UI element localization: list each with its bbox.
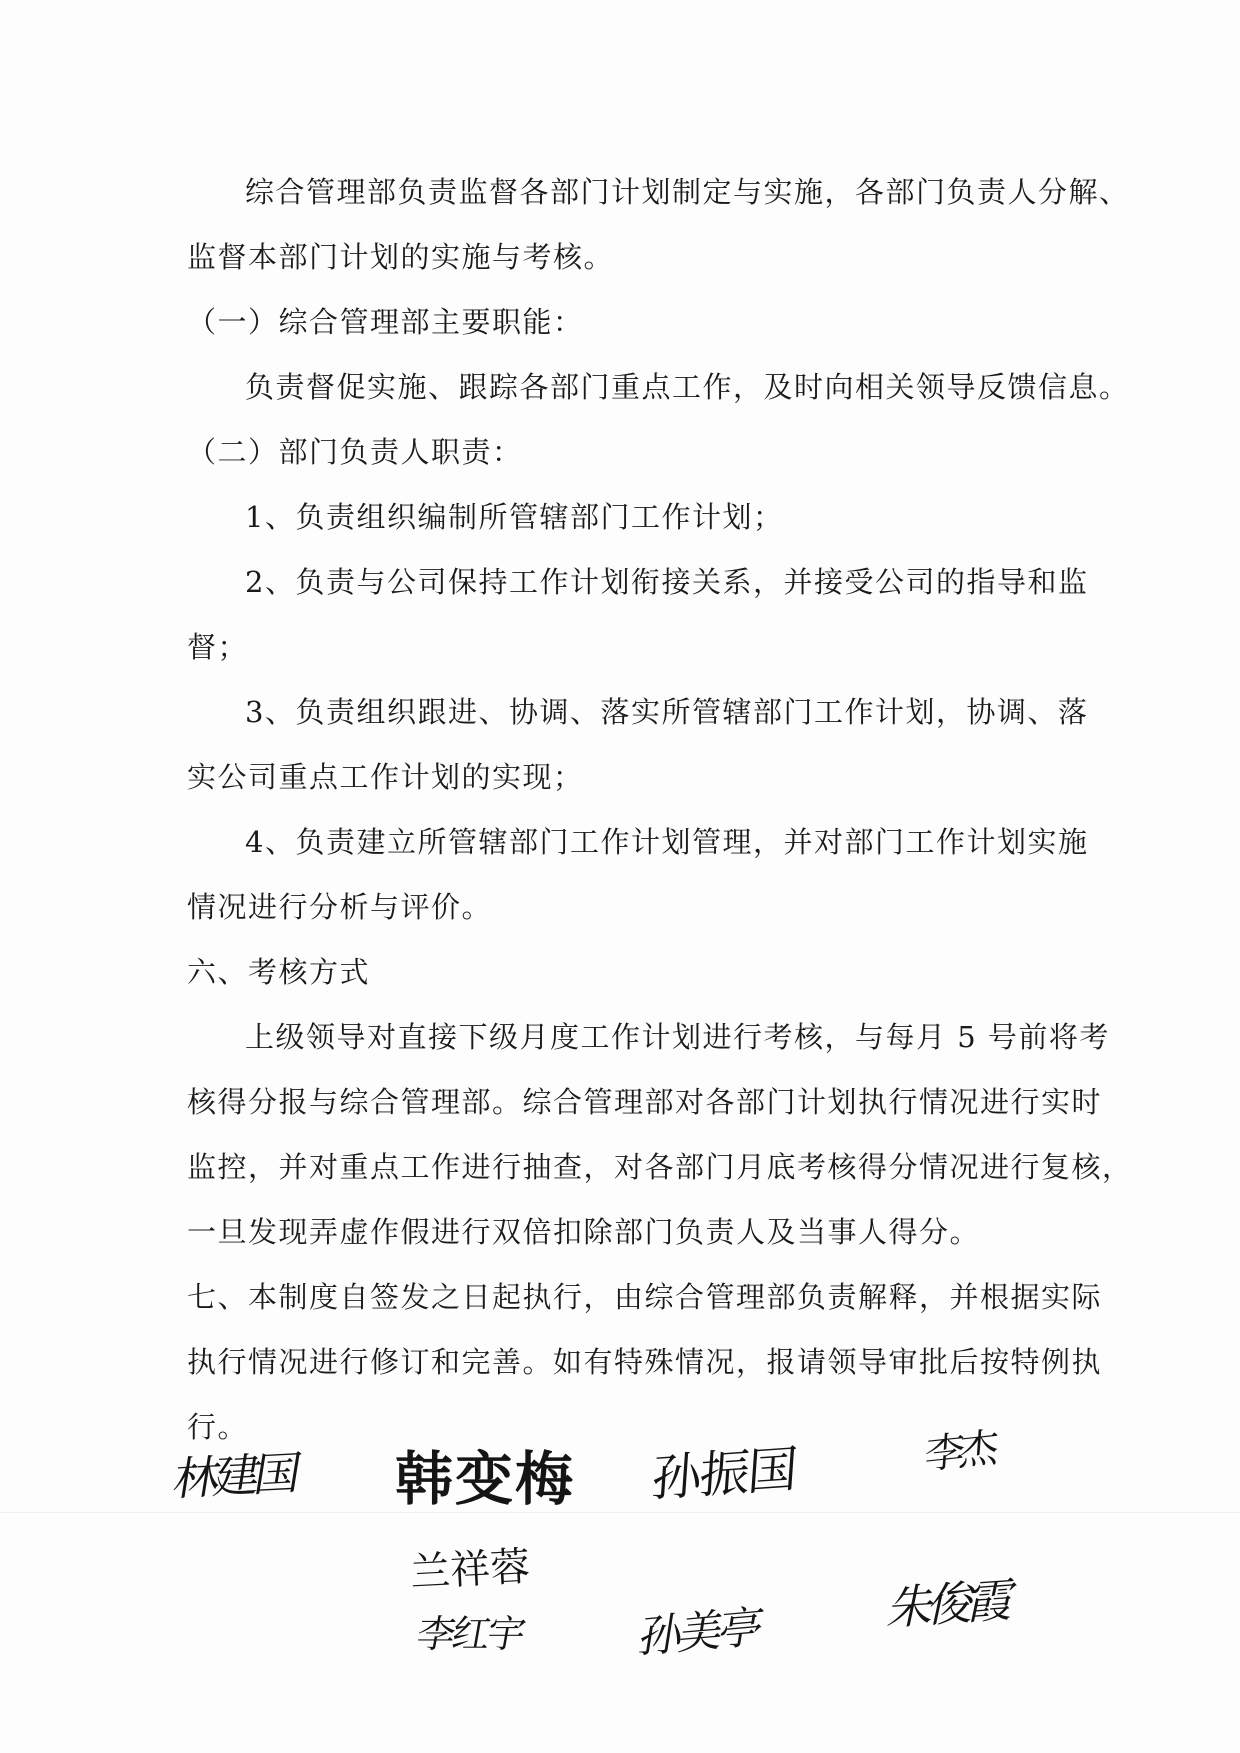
signature: 孙美亭 [635,1601,764,1664]
signature: 李红宇 [413,1612,527,1656]
list-item: 4、负责建立所管辖部门工作计划管理，并对部门工作计划实施 [245,825,1089,859]
section-heading: 七、本制度自签发之日起执行，由综合管理部负责解释，并根据实际 [187,1280,1103,1314]
paragraph-line: 监督本部门计划的实施与考核。 [187,240,615,274]
list-item-continued: 督； [187,630,249,664]
signature: 朱俊霞 [883,1572,1016,1636]
document-body [187,160,1133,1460]
paragraph-line: 一旦发现弄虚作假进行双倍扣除部门负责人及当事人得分。 [187,1215,981,1249]
signature: 林建国 [169,1445,300,1507]
signature: 兰祥蓉 [409,1543,532,1597]
scan-artifact [0,1512,1240,1513]
section-heading: （二）部门负责人职责： [187,435,523,469]
paragraph-line: 监控，并对重点工作进行抽查，对各部门月底考核得分情况进行复核， [187,1150,1133,1184]
paragraph-line: 行。 [187,1410,249,1444]
list-item: 1、负责组织编制所管辖部门工作计划； [245,500,784,534]
paragraph-line: 综合管理部负责监督各部门计划制定与实施，各部门负责人分解、 [245,175,1130,209]
signature: 孙振国 [649,1439,798,1509]
list-item-continued: 实公司重点工作计划的实现； [187,760,584,794]
section-heading: （一）综合管理部主要职能： [187,305,584,339]
paragraph-line: 上级领导对直接下级月度工作计划进行考核，与每月 5 号前将考 [245,1020,1110,1054]
list-item: 2、负责与公司保持工作计划衔接关系，并接受公司的指导和监 [245,565,1089,599]
signature: 李杰 [923,1425,995,1479]
section-heading: 六、考核方式 [187,955,371,989]
paragraph-line: 执行情况进行修订和完善。如有特殊情况，报请领导审批后按特例执 [187,1345,1103,1379]
list-item: 3、负责组织跟进、协调、落实所管辖部门工作计划，协调、落 [245,695,1089,729]
paragraph-line: 核得分报与综合管理部。综合管理部对各部门计划执行情况进行实时 [187,1085,1103,1119]
signature: 韩变梅 [395,1445,576,1513]
list-item-continued: 情况进行分析与评价。 [187,890,493,924]
paragraph-line: 负责督促实施、跟踪各部门重点工作，及时向相关领导反馈信息。 [245,370,1130,404]
